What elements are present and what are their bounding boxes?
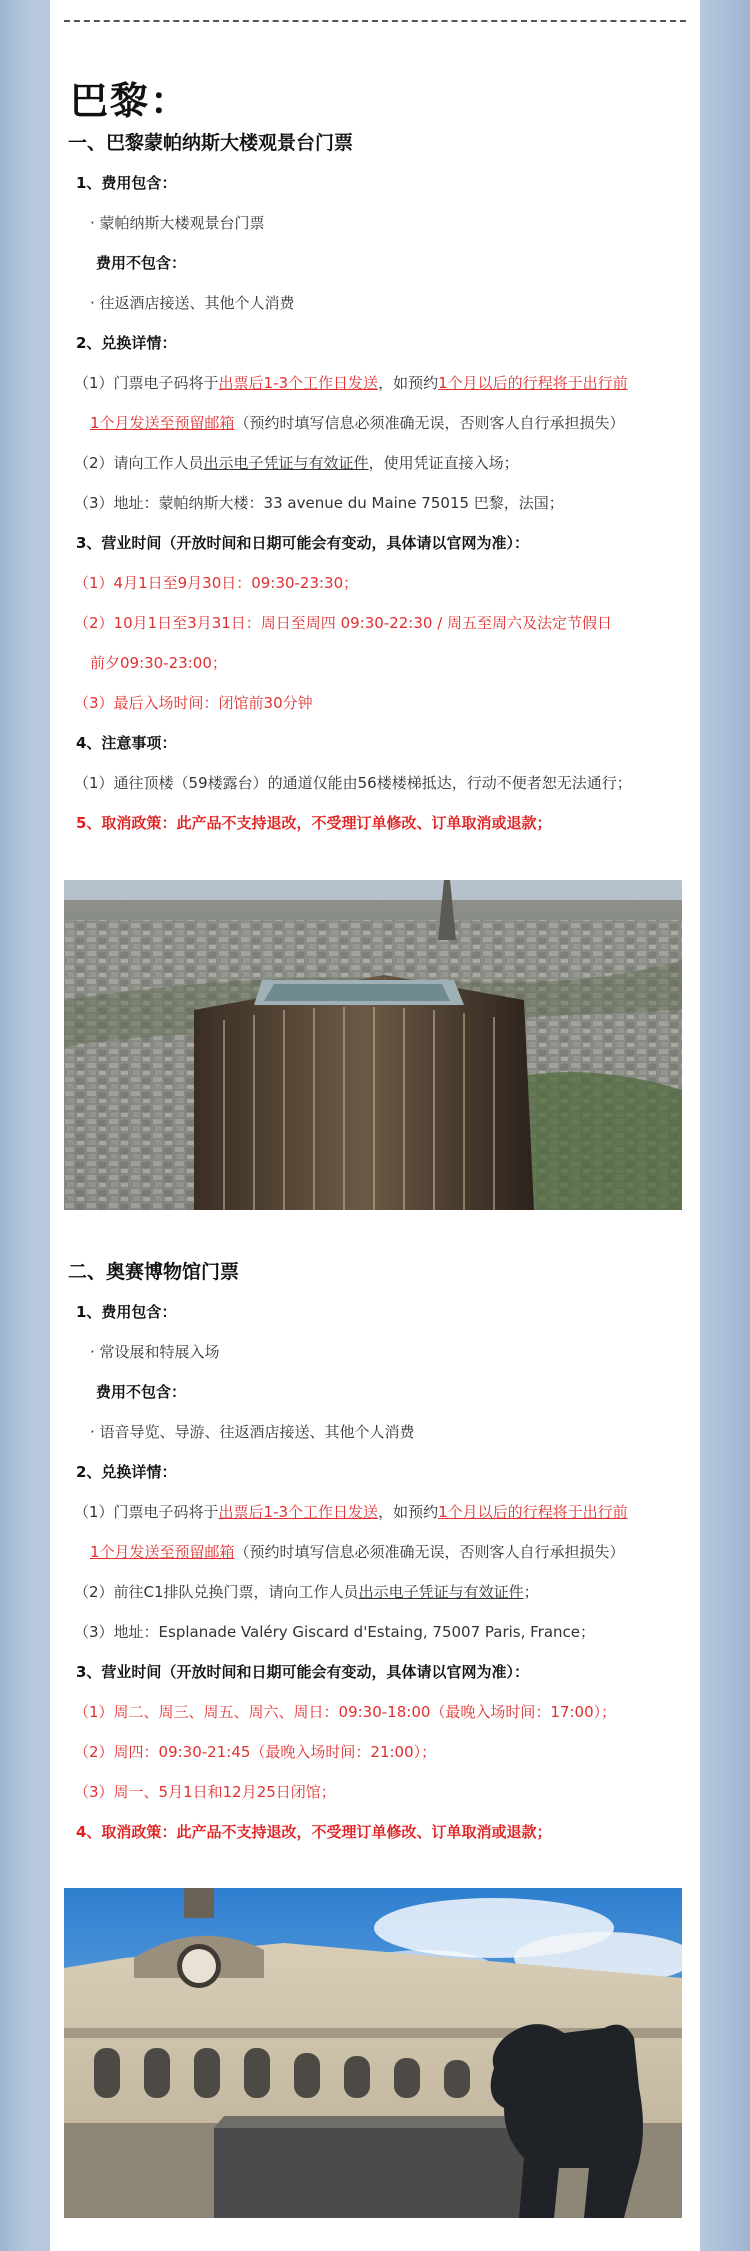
exchange-detail-1 — [68, 363, 688, 403]
highlight: 1个月以后的行程将于出行前 — [438, 374, 628, 392]
content-panel — [50, 0, 700, 2251]
section-orsay — [68, 1252, 688, 1852]
exchange-detail-2 — [68, 1572, 688, 1612]
montparnasse-photo — [64, 880, 682, 1210]
highlight: 出票后1-3个工作日发送 — [218, 1503, 379, 1521]
text: （2）请向工作人员 — [74, 454, 204, 472]
exchange-detail-1-cont — [68, 403, 688, 443]
fee-include-item: · 蒙帕纳斯大楼观景台门票 — [90, 214, 265, 232]
hours-1: （1）周二、周三、周五、周六、周日：09:30-18:00（最晚入场时间：17:00）； — [74, 1703, 617, 1721]
text: （1）门票电子码将于 — [74, 1503, 219, 1521]
exchange-detail-1 — [68, 1492, 688, 1532]
highlight: 1个月以后的行程将于出行前 — [438, 1503, 628, 1521]
text: ，使用凭证直接入场； — [368, 454, 519, 472]
exchange-heading: 2、兑换详情： — [76, 334, 177, 352]
hours-2: （2）周四：09:30-21:45（最晚入场时间：21:00）； — [74, 1743, 437, 1761]
hours-1: （1）4月1日至9月30日：09:30-23:30； — [74, 574, 359, 592]
city-title: 巴黎： — [70, 79, 191, 123]
section-title: 一、巴黎蒙帕纳斯大楼观景台门票 — [68, 132, 354, 154]
fee-exclude-heading: 费用不包含： — [96, 254, 187, 272]
hours-3: （3）周一、5月1日和12月25日闭馆； — [74, 1783, 336, 1801]
section-montparnasse — [68, 123, 688, 843]
fee-exclude-item: · 语音导览、导游、往返酒店接送、其他个人消费 — [90, 1423, 415, 1441]
fee-exclude-heading: 费用不包含： — [96, 1383, 187, 1401]
notes-heading: 4、注意事项： — [76, 734, 177, 752]
orsay-photo — [64, 1888, 682, 2218]
underlined-text: 出示电子凭证与有效证件 — [203, 454, 369, 472]
dashed-divider — [64, 20, 686, 22]
text: ，如预约 — [378, 1503, 439, 1521]
hours-heading: 3、营业时间（开放时间和日期可能会有变动，具体请以官网为准）： — [76, 1663, 529, 1681]
text: ； — [523, 1583, 539, 1601]
fee-include-heading: 1、费用包含： — [76, 1303, 177, 1321]
text: （预约时填写信息必须准确无误，否则客人自行承担损失） — [234, 1543, 625, 1561]
text: （预约时填写信息必须准确无误，否则客人自行承担损失） — [234, 414, 625, 432]
fee-include-item: · 常设展和特展入场 — [90, 1343, 220, 1361]
hours-3: （3）最后入场时间：闭馆前30分钟 — [74, 694, 313, 712]
text: （1）门票电子码将于 — [74, 374, 219, 392]
fee-exclude-item: · 往返酒店接送、其他个人消费 — [90, 294, 295, 312]
cancel-policy: 4、取消政策：此产品不支持退改，不受理订单修改、订单取消或退款； — [76, 1823, 552, 1841]
hours-2: （2）10月1日至3月31日：周日至周四 09:30-22:30 / 周五至周六及法定节假日 — [74, 614, 613, 632]
section-title: 二、奥赛博物馆门票 — [68, 1261, 240, 1283]
exchange-detail-1-cont — [68, 1532, 688, 1572]
highlight: 1个月发送至预留邮箱 — [90, 414, 235, 432]
highlight: 出票后1-3个工作日发送 — [218, 374, 379, 392]
hours-heading: 3、营业时间（开放时间和日期可能会有变动，具体请以官网为准）： — [76, 534, 529, 552]
hours-2-cont: 前夕09:30-23:00； — [90, 654, 227, 672]
text: （2）前往C1排队兑换门票，请向工作人员 — [74, 1583, 359, 1601]
fee-include-heading: 1、费用包含： — [76, 174, 177, 192]
note-1: （1）通往顶楼（59楼露台）的通道仅能由56楼楼梯抵达，行动不便者恕无法通行； — [74, 774, 632, 792]
highlight: 1个月发送至预留邮箱 — [90, 1543, 235, 1561]
exchange-heading: 2、兑换详情： — [76, 1463, 177, 1481]
address-line: （3）地址：蒙帕纳斯大楼：33 avenue du Maine 75015 巴黎，法国； — [74, 494, 564, 512]
underlined-text: 出示电子凭证与有效证件 — [358, 1583, 524, 1601]
address-line: （3）地址：Esplanade Valéry Giscard d'Estaing, 75007 Paris, France； — [74, 1623, 596, 1641]
exchange-detail-2 — [68, 443, 688, 483]
cancel-policy: 5、取消政策：此产品不支持退改，不受理订单修改、订单取消或退款； — [76, 814, 552, 832]
text: ，如预约 — [378, 374, 439, 392]
